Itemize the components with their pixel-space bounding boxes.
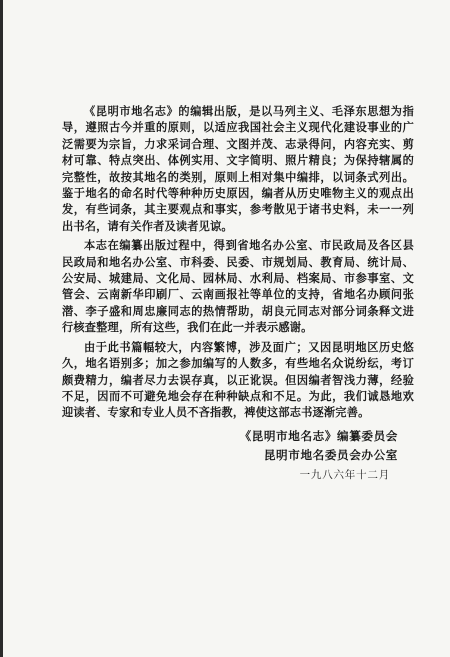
preface-text <box>62 103 414 424</box>
signature-office: 昆明市地名委员会办公室 <box>263 448 398 462</box>
scan-edge <box>0 0 3 657</box>
signature-committee: 《昆明市地名志》编纂委员会 <box>239 429 398 443</box>
paragraph-2: 本志在编纂出版过程中，得到省地名办公室、市民政局及各区县民政局和地名办公室、市科委、民委、市规划局、教育局、统计局、公安局、城建局、文化局、园林局、水利局、档案局、市参事室、文管会、云南新华印刷厂、云南画报社等单位的支持，省地名办顾问张潜、李子盛和周忠廉同志的热情帮助，胡良元同志对部分词条释文进行核查整理，所有这些，我们在此一并表示感谢。 <box>62 238 414 335</box>
signature-date: 一九八六年十二月 <box>299 469 390 481</box>
paragraph-3: 由于此书篇幅较大，内容繁博，涉及面广；又因昆明地区历史悠久，地名语别多；加之参加编写的人数多，有些地名众说纷纭，考订颇费精力，编者尽力去误存真，以正讹误。但因编者智浅力薄，经验不足，因而不可避免地会存在种种缺点和不足。为此，我们诚恳地欢迎读者、专家和专业人员不吝指教，裨使这部志书逐渐完善。 <box>62 339 414 420</box>
paragraph-1: 《昆明市地名志》的编辑出版，是以马列主义、毛泽东思想为指导，遵照古今并重的原则，以适应我国社会主义现代化建设事业的广泛需要为宗旨，力求采词合理、文图并茂、志录得问，内容充实、剪材可靠、特点突出、体例实用、文字简明、照片精良；为保持辖属的完整性，故按其地名的类别，原则上相对集中编排，以词条式列出。鉴于地名的命名时代等种种历史原因，编者从历史唯物主义的观点出发，有些词条，其主要观点和事实，参考散见于诸书史料，未一一列出书名，请有关作者及读者见谅。 <box>62 104 414 233</box>
